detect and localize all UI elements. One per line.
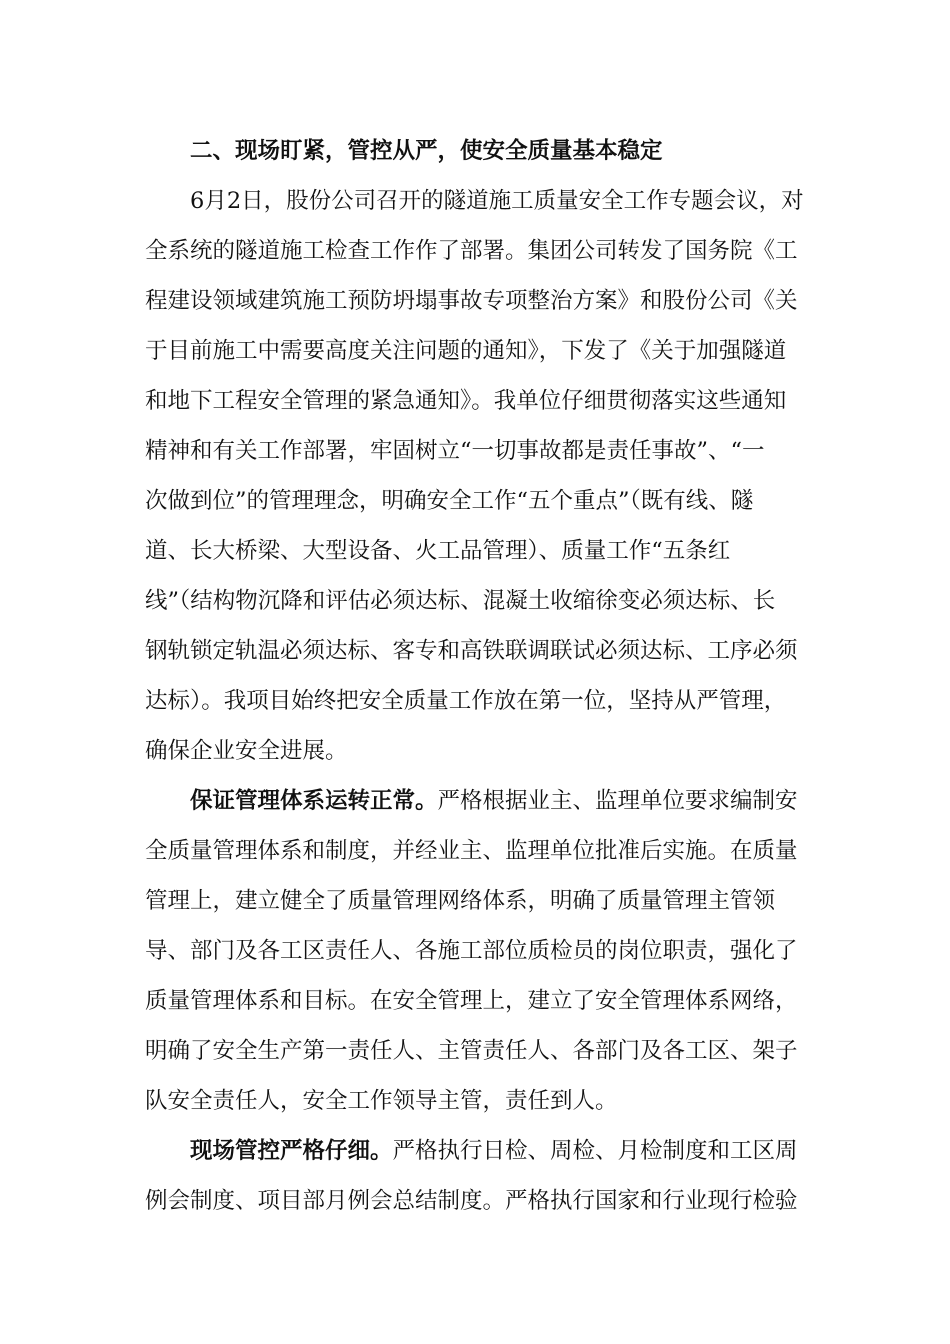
paragraph-line: 精神和有关工作部署，牢固树立“一切事故都是责任事故”、“一 bbox=[145, 438, 765, 464]
paragraph-line: 导、部门及各工区责任人、各施工部位质检员的岗位职责，强化了 bbox=[145, 938, 798, 964]
paragraph-line: 明确了安全生产第一责任人、主管责任人、各部门及各工区、架子 bbox=[145, 1038, 798, 1064]
paragraph-line: 队安全责任人，安全工作领导主管，责任到人。 bbox=[145, 1088, 618, 1114]
paragraph-line bbox=[190, 1136, 798, 1166]
section-heading: 二、现场盯紧，管控从严，使安全质量基本稳定 bbox=[190, 138, 663, 164]
paragraph-line: 例会制度、项目部月例会总结制度。严格执行国家和行业现行检验 bbox=[145, 1188, 798, 1214]
paragraph-lead: 保证管理体系运转正常。 bbox=[190, 788, 438, 814]
paragraph-line: 于目前施工中需要高度关注问题的通知》，下发了《关于加强隧道 bbox=[145, 338, 787, 364]
paragraph-line: 程建设领域建筑施工预防坍塌事故专项整治方案》和股份公司《关 bbox=[145, 288, 798, 314]
paragraph-line: 线”（结构物沉降和评估必须达标、混凝土收缩徐变必须达标、长 bbox=[145, 588, 776, 614]
paragraph-line: 质量管理体系和目标。在安全管理上，建立了安全管理体系网络， bbox=[145, 988, 798, 1014]
paragraph-line: 和地下工程安全管理的紧急通知》。我单位仔细贯彻落实这些通知 bbox=[145, 388, 787, 414]
paragraph-line bbox=[190, 786, 798, 816]
paragraph-text: 严格根据业主、监理单位要求编制安 bbox=[437, 788, 798, 814]
paragraph-line: 全质量管理体系和制度，并经业主、监理单位批准后实施。在质量 bbox=[145, 838, 798, 864]
paragraph-line: 确保企业安全进展。 bbox=[145, 738, 348, 764]
paragraph-line: 管理上，建立健全了质量管理网络体系，明确了质量管理主管领 bbox=[145, 888, 776, 914]
paragraph-line: 达标）。我项目始终把安全质量工作放在第一位，坚持从严管理， bbox=[145, 688, 787, 714]
paragraph-text: 严格执行日检、周检、月检制度和工区周 bbox=[392, 1138, 798, 1164]
paragraph-line: 6月2日，股份公司召开的隧道施工质量安全工作专题会议，对 bbox=[190, 188, 804, 214]
paragraph-line: 钢轨锁定轨温必须达标、客专和高铁联调联试必须达标、工序必须 bbox=[145, 638, 798, 664]
paragraph-line: 全系统的隧道施工检查工作作了部署。集团公司转发了国务院《工 bbox=[145, 238, 798, 264]
paragraph-line: 道、长大桥梁、大型设备、火工品管理）、质量工作“五条红 bbox=[145, 538, 731, 564]
paragraph-lead: 现场管控严格仔细。 bbox=[190, 1138, 393, 1164]
paragraph-line: 次做到位”的管理理念，明确安全工作“五个重点”（既有线、隧 bbox=[145, 488, 754, 514]
